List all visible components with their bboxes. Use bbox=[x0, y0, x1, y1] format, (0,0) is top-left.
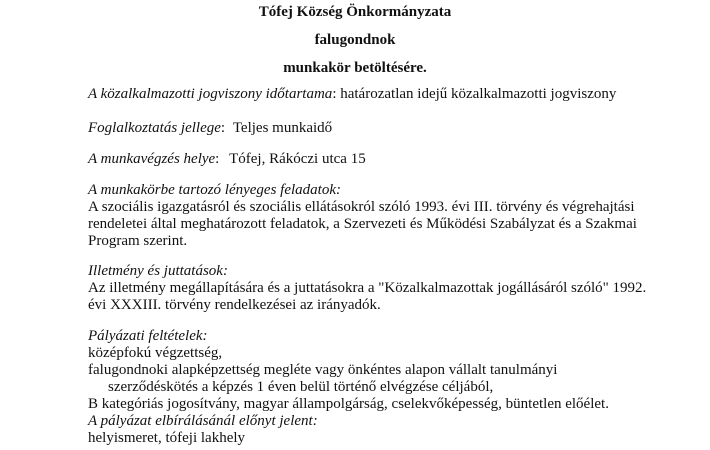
salary-line-2: évi XXXIII. törvény rendelkezései az irányadók. bbox=[88, 297, 381, 313]
workplace-label: A munkavégzés helye bbox=[88, 151, 216, 167]
salary-label: Illetmény és juttatások: bbox=[88, 263, 228, 279]
workplace-line bbox=[88, 151, 366, 168]
requirements-line-2: falugondnoki alapképzettség megléte vagy önkéntes alapon vállalt tanulmányi bbox=[88, 362, 558, 378]
employment-line bbox=[88, 120, 332, 137]
workplace-value: Tófej, Rákóczi utca 15 bbox=[229, 151, 366, 167]
advantage-label: A pályázat elbírálásánál előnyt jelent: bbox=[88, 413, 318, 429]
requirements-line-4: B kategóriás jogosítvány, magyar állampolgárság, cselekvőképesség, büntetlen előélet. bbox=[88, 396, 609, 412]
requirements-line-3: szerződéskötés a képzés 1 éven belül történő elvégzése céljából, bbox=[108, 379, 494, 395]
requirements-label: Pályázati feltételek: bbox=[88, 328, 208, 344]
advantage-line-1: helyismeret, tófeji lakhely bbox=[88, 430, 246, 446]
tasks-line-1: A szociális igazgatásról és szociális ellátásokról szóló 1993. évi III. törvény és végrehajtási bbox=[88, 199, 635, 215]
duration-line bbox=[88, 86, 616, 103]
duration-value: határozatlan idejű közalkalmazotti jogviszony bbox=[340, 86, 617, 102]
duration-sep: : bbox=[332, 86, 337, 102]
salary-line-1: Az illetmény megállapítására és a juttatásokra a "Közalkalmazottak jogállásáról szóló" 1992. bbox=[88, 280, 647, 296]
document-subtitle: munkakör betöltésére. bbox=[283, 60, 427, 76]
requirements-line-1: középfokú végzettség, bbox=[88, 345, 223, 361]
position-title: falugondnok bbox=[314, 32, 396, 48]
document-title: Tófej Község Önkormányzata bbox=[258, 4, 452, 20]
workplace-sep: : bbox=[215, 151, 220, 167]
tasks-line-2: rendeletei által meghatározott feladatok, a Szervezeti és Működési Szabályzat és a Szakmai bbox=[88, 216, 637, 232]
tasks-label: A munkakörbe tartozó lényeges feladatok: bbox=[88, 182, 341, 198]
employment-sep: : bbox=[220, 120, 226, 136]
employment-label: Foglalkoztatás jellege bbox=[88, 120, 221, 136]
employment-value: Teljes munkaidő bbox=[232, 120, 333, 136]
tasks-line-3: Program szerint. bbox=[88, 233, 188, 249]
duration-label: A közalkalmazotti jogviszony időtartama bbox=[88, 86, 333, 102]
